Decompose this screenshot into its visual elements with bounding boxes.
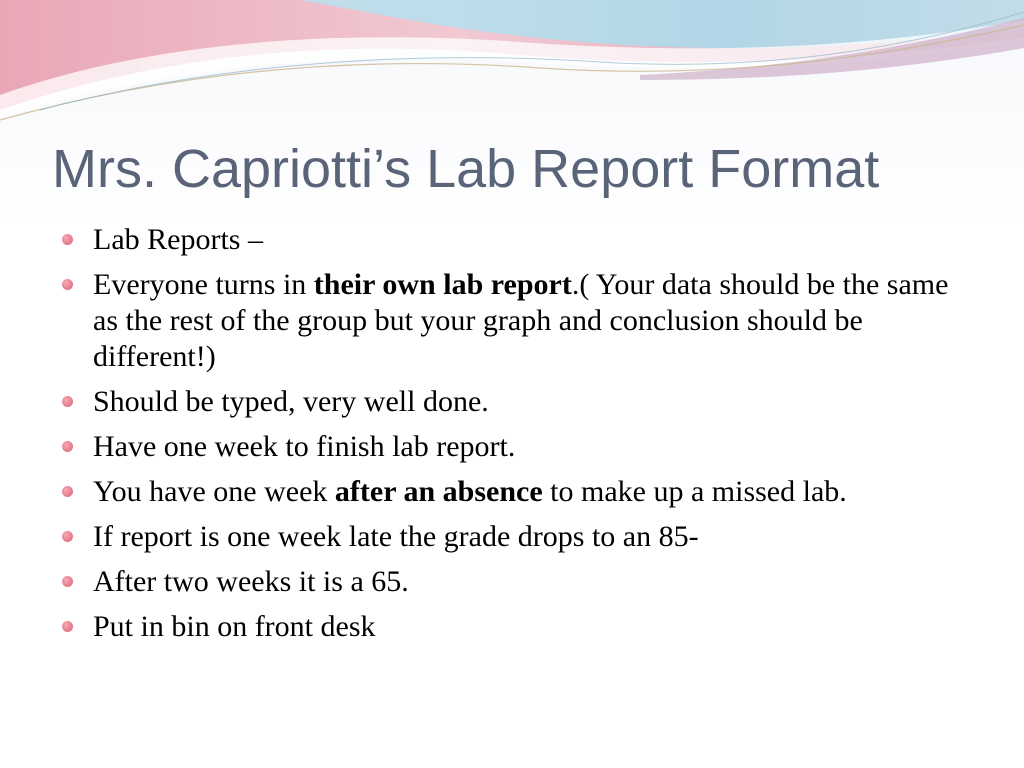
bullet-text: Have one week to finish lab report. bbox=[93, 430, 516, 463]
bullet-text: Should be typed, very well done. bbox=[93, 385, 489, 418]
bullet-dot-icon bbox=[62, 486, 73, 497]
bullet-dot-icon bbox=[62, 441, 73, 452]
bullet-list bbox=[62, 222, 962, 654]
bullet-text-bold: after an absence bbox=[334, 475, 543, 508]
bullet-item bbox=[62, 564, 962, 600]
bullet-text: Lab Reports – bbox=[93, 223, 263, 256]
bullet-text: After two weeks it is a 65. bbox=[93, 565, 409, 598]
slide-title: Mrs. Capriotti’s Lab Report Format bbox=[52, 139, 880, 199]
bullet-dot-icon bbox=[62, 531, 73, 542]
bullet-text: Put in bin on front desk bbox=[93, 610, 376, 643]
bullet-text-bold: their own lab report bbox=[313, 268, 572, 301]
bullet-dot-icon bbox=[62, 576, 73, 587]
bullet-text: to make up a missed lab. bbox=[542, 475, 847, 508]
bullet-dot-icon bbox=[62, 279, 73, 290]
bullet-item bbox=[62, 609, 962, 645]
bullet-text: .( Your data should be the same as the rest of the group but your graph and conclusion should be different!) bbox=[93, 268, 949, 373]
bullet-item bbox=[62, 222, 962, 258]
bullet-item bbox=[62, 519, 962, 555]
bullet-text: Everyone turns in bbox=[93, 268, 314, 301]
header-wave-decoration bbox=[0, 0, 1024, 130]
bullet-item bbox=[62, 384, 962, 420]
bullet-text: You have one week bbox=[93, 475, 335, 508]
bullet-item bbox=[62, 429, 962, 465]
bullet-text: If report is one week late the grade drops to an 85- bbox=[93, 520, 699, 553]
bullet-dot-icon bbox=[62, 234, 73, 245]
bullet-dot-icon bbox=[62, 396, 73, 407]
bullet-dot-icon bbox=[62, 621, 73, 632]
bullet-item bbox=[62, 474, 962, 510]
bullet-item bbox=[62, 267, 962, 375]
